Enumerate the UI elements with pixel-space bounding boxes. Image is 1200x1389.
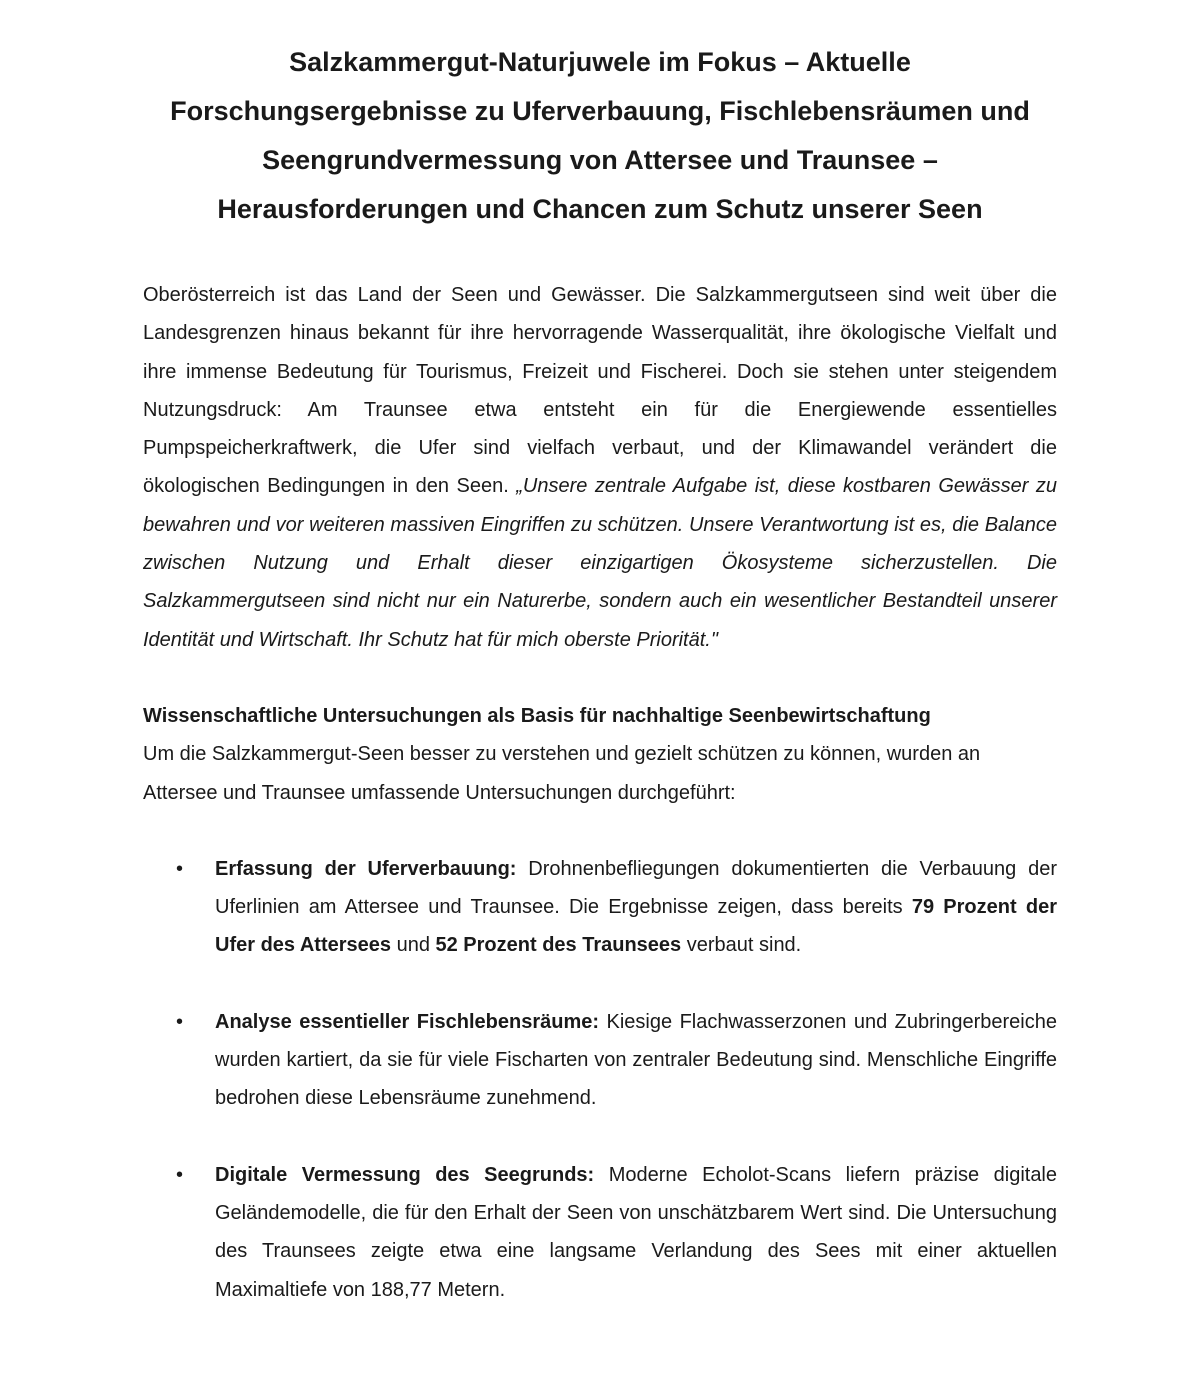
section-text: Um die Salzkammergut-Seen besser zu verstehen und gezielt schützen zu können, wurden an Attersee und Traunsee umfassende Untersuchungen durchgeführt: — [143, 743, 981, 804]
finding-text: verbaut sind. — [681, 934, 802, 957]
bullet-icon: • — [176, 1163, 184, 1186]
list-item — [143, 1156, 1057, 1309]
document-title — [143, 0, 1057, 234]
finding-text: Drohnenbefliegungen dokumentierten die Verbauung der Uferlinien am Attersee und Traunsee. Die Ergebnisse zeigen, dass bereits — [215, 857, 1057, 919]
list-item — [143, 850, 1057, 965]
finding-label: Erfassung der Uferverbauung: — [215, 857, 517, 880]
finding-highlight: 52 Prozent des Traunsees — [435, 934, 682, 957]
findings-list — [143, 850, 1057, 1309]
finding-label: Digitale Vermessung des Seegrunds: — [215, 1163, 595, 1186]
finding-text: Moderne Echolot-Scans liefern präzise digitale Geländemodelle, die für den Erhalt der Seen von unschätzbarem Wert sind. Die Untersuchung des Traunsees zeigte etwa eine langsame Verlandung des Sees mit einer aktuellen Maximaltiefe von 188,77 Metern. — [215, 1163, 1058, 1301]
finding-text: und — [391, 934, 436, 957]
intro-quote: „Unsere zentrale Aufgabe ist, diese kostbaren Gewässer zu bewahren und vor weiteren massiven Eingriffen zu schützen. Unsere Verantwortung ist es, die Balance zwischen Nutzung und Erhalt dieser einzigartigen Ökosysteme sicherzustellen. Die Salzkammergutseen sind nicht nur ein Naturerbe, sondern auch ein wesentlicher Bestandteil unserer Identität und Wirtschaft. Ihr Schutz hat für mich oberste Priorität." — [143, 475, 1057, 651]
finding-label: Analyse essentieller Fischlebensräume: — [215, 1010, 600, 1033]
title-line: Seengrundvermessung von Attersee und Traunsee – — [262, 145, 938, 175]
finding-highlight: 79 Prozent der Ufer des Attersees — [215, 896, 1057, 957]
intro-text: Oberösterreich ist das Land der Seen und Gewässer. Die Salzkammergutseen sind weit über die Landesgrenzen hinaus bekannt für ihre hervorragende Wasserqualität, ihre ökologische Vielfalt und ihre immense Bedeutung für Tourismus, Freizeit und Fischerei. Doch sie stehen unter steigendem Nutzungsdruck: Am Traunsee etwa entsteht ein für die Energiewende essentielles Pumpspeicherkraftwerk, die Ufer sind vielfach verbaut, und der Klimawandel verändert die ökologischen Bedingungen in den Seen. — [143, 284, 1057, 498]
title-line: Forschungsergebnisse zu Uferverbauung, Fischlebensräumen und — [170, 96, 1030, 126]
title-line: Salzkammergut-Naturjuwele im Fokus – Aktuelle — [289, 47, 911, 77]
title-line: Herausforderungen und Chancen zum Schutz unserer Seen — [217, 194, 983, 224]
list-item — [143, 1003, 1057, 1118]
finding-text: Kiesige Flachwasserzonen und Zubringerbereiche wurden kartiert, da sie für viele Fischarten von zentraler Bedeutung sind. Menschliche Eingriffe bedrohen diese Lebensräume zunehmend. — [215, 1010, 1057, 1110]
bullet-icon: • — [176, 857, 184, 880]
bullet-icon: • — [176, 1010, 184, 1033]
intro-paragraph — [143, 276, 1057, 659]
section-heading: Wissenschaftliche Untersuchungen als Basis für nachhaltige Seenbewirtschaftung — [143, 704, 931, 727]
